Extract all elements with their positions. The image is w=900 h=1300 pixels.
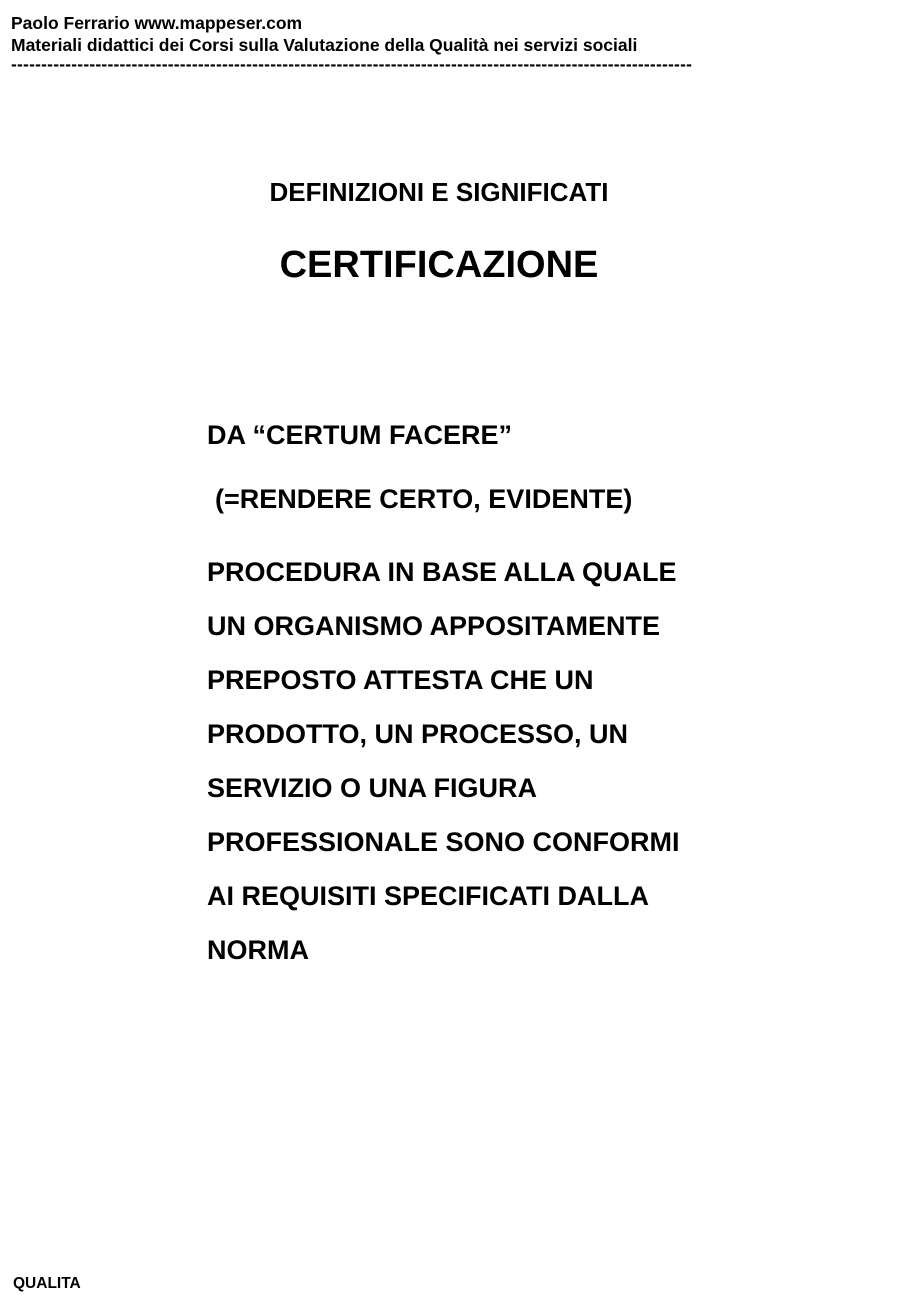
author-line: Paolo Ferrario www.mappeser.com	[11, 13, 303, 33]
course-materials-line: Materiali didattici dei Corsi sulla Valutazione della Qualità nei servizi sociali	[11, 35, 638, 55]
page-header	[11, 12, 723, 72]
definition-line: PROFESSIONALE SONO CONFORMI	[207, 827, 680, 857]
definition-line: PRODOTTO, UN PROCESSO, UN	[207, 719, 629, 749]
definition-text	[207, 545, 847, 977]
definition-line: UN ORGANISMO APPOSITAMENTE	[207, 611, 661, 641]
etymology-text: DA “CERTUM FACERE”	[207, 420, 513, 450]
page-title: CERTIFICAZIONE	[279, 244, 599, 286]
translation-text: (=RENDERE CERTO, EVIDENTE)	[215, 484, 633, 514]
section-heading: DEFINIZIONI E SIGNIFICATI	[269, 177, 609, 207]
definition-line: PROCEDURA IN BASE ALLA QUALE	[207, 557, 677, 587]
definition-body	[207, 418, 847, 977]
definition-line: NORMA	[207, 935, 309, 965]
definition-line: SERVIZIO O UNA FIGURA	[207, 773, 538, 803]
definition-line: PREPOSTO ATTESTA CHE UN	[207, 665, 594, 695]
page-footer: QUALITA	[13, 1275, 81, 1292]
header-divider: -----------------------------------------------------------------------------------------------------------------	[11, 56, 693, 72]
definition-line: AI REQUISITI SPECIFICATI DALLA	[207, 881, 650, 911]
